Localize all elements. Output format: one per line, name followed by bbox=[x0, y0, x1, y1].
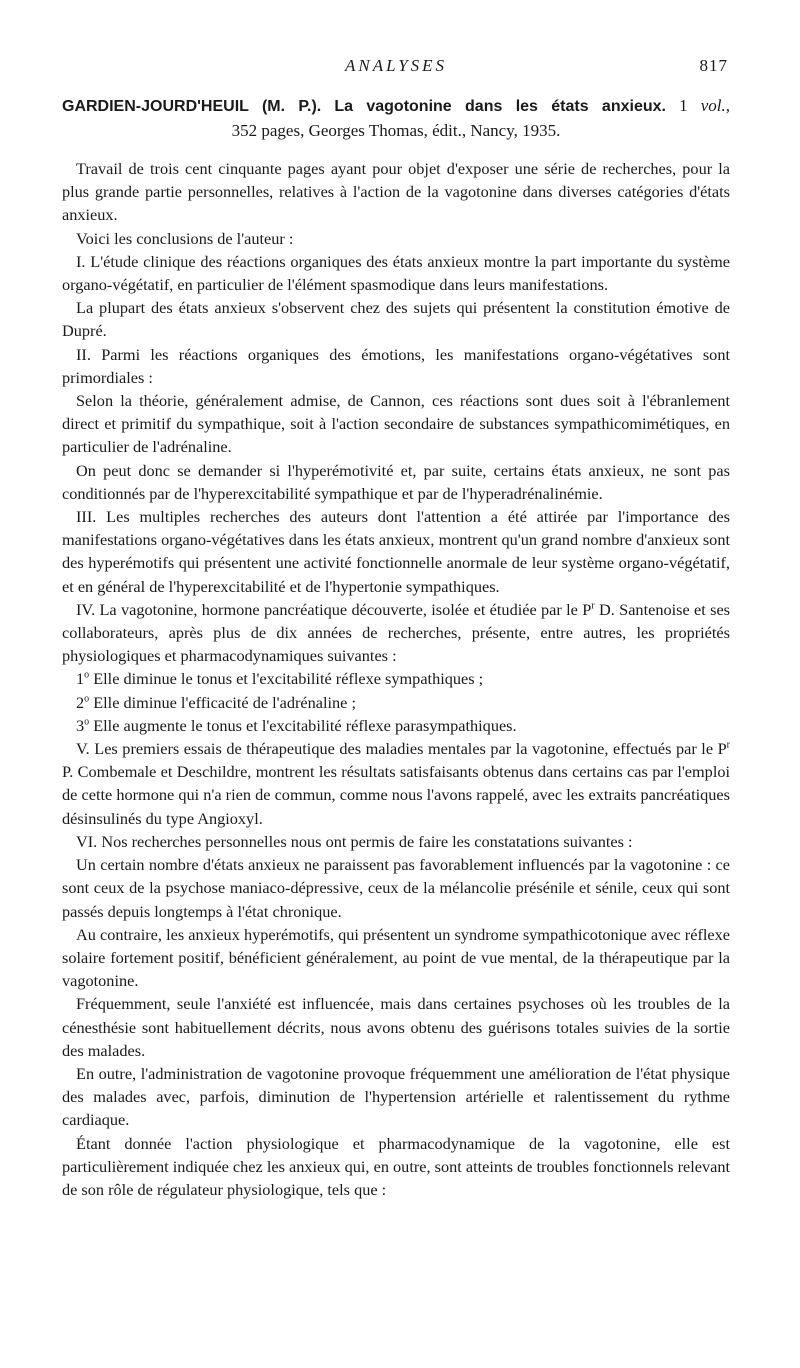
body-paragraph: Selon la théorie, généralement admise, de Cannon, ces réactions sont dues soit à l'ébranlement direct et primitif du sympathique, soit à l'action secondaire de substances sympathicomimétiques, en particulier de l'adrénaline. bbox=[62, 391, 730, 457]
superscript: o bbox=[84, 693, 90, 705]
bibliographic-reference bbox=[62, 94, 730, 143]
superscript: o bbox=[84, 716, 90, 728]
body-paragraph: Un certain nombre d'états anxieux ne paraissent pas favorablement influencés par la vagotonine : ce sont ceux de la psychose maniaco-dépressive, ceux de la mélancolie présénile et sénile, ceux qui sont passés depuis longtemps à l'état chronique. bbox=[62, 855, 730, 921]
superscript: o bbox=[84, 670, 90, 682]
body-paragraph: La plupart des états anxieux s'observent chez des sujets qui présentent la constitution émotive de Dupré. bbox=[62, 298, 730, 341]
paragraph-text: Elle diminue l'efficacité de l'adrénaline ; bbox=[89, 692, 356, 712]
paragraph-text: Elle diminue le tonus et l'excitabilité réflexe sympathiques ; bbox=[89, 669, 484, 689]
page-number: 817 bbox=[699, 56, 728, 75]
body-paragraph: Voici les conclusions de l'auteur : bbox=[76, 228, 294, 248]
body-paragraph: Travail de trois cent cinquante pages ayant pour objet d'exposer une série de recherches, pour la plus grande partie personnelles, relatives à l'action de la vagotonine dans diverses catégories d'états anxieux. bbox=[62, 159, 730, 225]
body-paragraph: III. Les multiples recherches des auteurs dont l'attention a été attirée par l'importance des manifestations organo-végétatives dans les états anxieux, montrent qu'un grand nombre d'anxieux sont des hyperémotifs qui présentent une activité fonctionnelle anormale de leur système organo-végétatif, et en général de l'hyperexcitabilité et de l'hypertonie sympathiques. bbox=[62, 507, 730, 596]
body-paragraph bbox=[62, 714, 730, 737]
paragraph-text: D. Santenoise et ses collaborateurs, après plus de dix années de recherches, présente, entre autres, les propriétés physiologiques et pharmacodynamiques suivantes : bbox=[62, 599, 731, 666]
running-head bbox=[62, 56, 730, 82]
body-paragraph bbox=[62, 598, 730, 668]
paragraph-text: IV. La vagotonine, hormone pancréatique découverte, isolée et étudiée par le P bbox=[76, 599, 592, 619]
reference-details: 352 pages, Georges Thomas, édit., Nancy, 1935. bbox=[231, 121, 561, 140]
paragraph-text: P. Combemale et Deschildre, montrent les résultats satisfaisants obtenus dans certains cas par l'emploi de cette hormone qui n'a rien de commun, comme nous l'avons rappelé, avec les extraits pancréatiques désinsulinés du type Angioxyl. bbox=[62, 762, 730, 828]
body-paragraph: Fréquemment, seule l'anxiété est influencée, mais dans certaines psychoses où les troubles de la cénesthésie sont habituellement décrits, nous avons obtenu des guérisons totales suivies de la sortie des malades. bbox=[62, 994, 730, 1060]
body-paragraph: VI. Nos recherches personnelles nous ont permis de faire les constatations suivantes : bbox=[76, 831, 633, 851]
body-paragraph: Au contraire, les anxieux hyperémotifs, qui présentent un syndrome sympathicotonique avec réflexe solaire fortement positif, bénéficient généralement, au point de vue mental, de la thérapeutique par la vagotonine. bbox=[62, 924, 730, 991]
body-paragraph: I. L'étude clinique des réactions organiques des états anxieux montre la part importante du système organo-végétatif, en particulier de l'élément spasmodique dans leurs manifestations. bbox=[62, 251, 730, 295]
superscript: r bbox=[726, 739, 730, 751]
paragraph-text: V. Les premiers essais de thérapeutique des maladies mentales par la vagotonine, effectués par le P bbox=[76, 739, 727, 759]
reference-line-1 bbox=[62, 94, 730, 119]
paragraph-text: 1 bbox=[76, 669, 85, 689]
reference-vol-label: vol., bbox=[700, 96, 731, 115]
paragraph-text: 2 bbox=[76, 692, 85, 712]
paragraph-text: Elle augmente le tonus et l'excitabilité réflexe parasympathiques. bbox=[89, 715, 517, 735]
body-paragraph: II. Parmi les réactions organiques des émotions, les manifestations organo-végétatives sont primordiales : bbox=[62, 344, 730, 387]
paragraph-text: 3 bbox=[76, 715, 85, 735]
body-paragraph: En outre, l'administration de vagotonine provoque fréquemment une amélioration de l'état physique des malades avec, parfois, diminution de l'hypertension artérielle et ralentissement du rythme cardiaque. bbox=[62, 1063, 730, 1130]
body-paragraph: Étant donnée l'action physiologique et pharmacodynamique de la vagotonine, elle est particulièrement indiquée chez les anxieux qui, en outre, sont atteints de troubles fonctionnels relevant de son rôle de régulateur physiologique, tels que : bbox=[62, 1133, 730, 1199]
superscript: r bbox=[591, 600, 595, 612]
body-paragraph bbox=[62, 691, 730, 714]
page bbox=[62, 56, 730, 1201]
reference-vol-number: 1 bbox=[679, 96, 688, 115]
body-paragraph: On peut donc se demander si l'hyperémotivité et, par suite, certains états anxieux, ne sont pas conditionnés par de l'hyperexcitabilité sympathique et par de l'hyperadrénalinémie. bbox=[62, 460, 730, 503]
analysis-body bbox=[62, 157, 730, 1201]
body-paragraph bbox=[62, 667, 730, 690]
reference-title: La vagotonine dans les états anxieux. bbox=[334, 98, 666, 115]
body-paragraph bbox=[62, 737, 730, 830]
reference-author: GARDIEN-JOURD'HEUIL (M. P.). bbox=[62, 98, 322, 115]
running-title: ANALYSES bbox=[344, 56, 448, 75]
